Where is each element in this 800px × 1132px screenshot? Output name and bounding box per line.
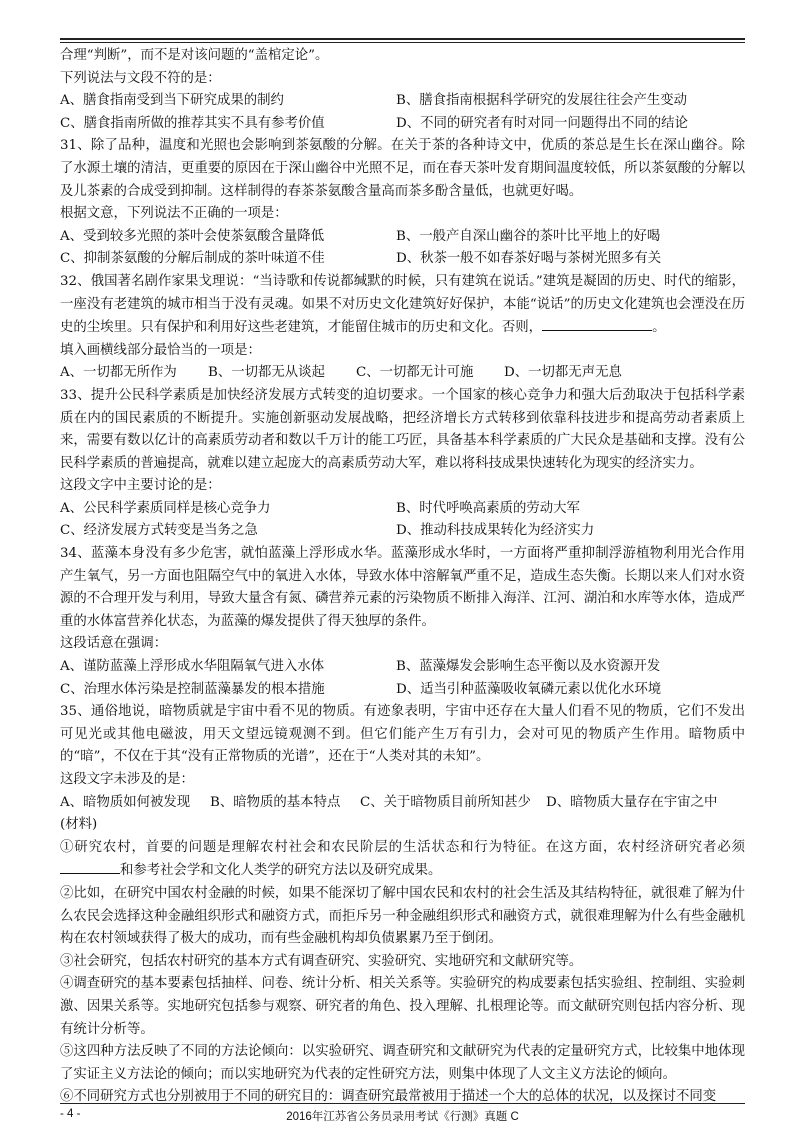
option-a: A、谨防蓝藻上浮形成水华阻隔氧气进入水体 (60, 659, 325, 675)
option-a: A、公民科学素质同样是核心竞争力 (60, 500, 271, 516)
option-d: D、一切都无声无息 (504, 365, 622, 381)
question-stem: 根据文意，下列说法不正确的一项是： (60, 206, 288, 222)
option-c: C、关于暗物质目前所知甚少 (360, 794, 531, 810)
question-32-end: 。 (652, 320, 666, 336)
header-rule-thin (60, 42, 745, 43)
question-31: 31、除了品种，温度和光照也会影响到茶氨酸的分解。在关于茶的各种诗文中，优质的茶总是生长在深山幽谷。除了水源土壤的清洁，更重要的原因在于深山幽谷中光照不足，而在春天茶叶发育期间温度较低，所以茶氨酸的分解以及儿茶素的合成受到抑制。这样制得的春茶茶氨酸含量高而茶多酚含量低，也就更好喝。 (60, 138, 745, 199)
fill-blank (60, 859, 120, 874)
question-stem: 这段话意在强调： (60, 636, 168, 652)
option-c: C、一切都无计可施 (356, 365, 474, 381)
material-heading: (材料) (60, 817, 98, 833)
question-32-text: 32、俄国著名剧作家果戈理说：“当诗歌和传说都缄默的时候，只有建筑在说话。”建筑是凝固的历史、时代的缩影，一座没有老建筑的城市相当于没有灵魂。如果不对历史文化建筑好好保护，本能“说话”的历史文化建筑也会湮没在历史的尘埃里。只有保护和利用好这些老建筑，才能留住城市的历史和文化。否则， (60, 273, 745, 336)
fill-blank (542, 316, 652, 331)
option-c: C、膳食指南所做的推荐其实不具有参考价值 (60, 115, 325, 131)
options-row (60, 90, 745, 113)
question-33: 33、提升公民科学素质是加快经济发展方式转变的迫切要求。一个国家的核心竞争力和强大后劲取决于包括科学素质在内的国民素质的不断提升。实施创新驱动发展战略，把经济增长方式转移到依靠科技进步和提高劳动者素质上来，需要有数以亿计的高素质劳动者和数以千万计的能工巧匠，具备基本科学素质的广大民众是基础和支撑。没有公民科学素质的普遍提高，就难以建立起庞大的高素质劳动大军，难以将科技成果快速转化为现实的经济实力。 (60, 387, 745, 471)
question-32 (60, 271, 745, 340)
material-para-1 (60, 837, 745, 883)
option-d: D、不同的研究者有时对同一问题得出不同的结论 (396, 115, 688, 131)
option-b: B、时代呼唤高素质的劳动大军 (396, 500, 580, 516)
options-row (60, 498, 745, 521)
material-para-6: ⑥不同研究方式也分别被用于不同的研究目的：调查研究最常被用于描述一个大的总体的状况，以及探讨不同变 (60, 1089, 717, 1105)
option-a: A、膳食指南受到当下研究成果的制约 (60, 93, 284, 109)
footer-rule (60, 1103, 745, 1104)
material-para-4: ④调查研究的基本要素包括抽样、问卷、统计分析、相关关系等。实验研究的构成要素包括实验组、控制组、实验刺激、因果关系等。实地研究包括参与观察、研究者的角色、投入理解、扎根理论等。而文献研究则包括内容分析、现有统计分析等。 (60, 976, 745, 1037)
question-34: 34、蓝藻本身没有多少危害，就怕蓝藻上浮形成水华。蓝藻形成水华时，一方面将严重抑制浮游植物利用光合作用产生氧气，另一方面也阻隔空气中的氧进入水体，导致水体中溶解氧严重不足，造成生态失衡。长期以来人们对水资源的不合理开发与利用，导致大量含有氮、磷营养元素的污染物质不断排入海洋、江河、湖泊和水库等水体，造成严重的水体富营养化状态，为蓝藻的爆发提供了得天独厚的条件。 (60, 546, 745, 629)
option-b: B、一般产自深山幽谷的茶叶比平地上的好喝 (396, 228, 661, 244)
page-number: - 4 - (60, 1108, 81, 1120)
option-c: C、经济发展方式转变是当务之急 (60, 523, 258, 539)
option-b: B、蓝藻爆发会影响生态平衡以及水资源开发 (396, 659, 661, 675)
option-d: D、推动科技成果转化为经济实力 (396, 523, 595, 539)
options-row (60, 792, 745, 815)
option-d: D、适当引种蓝藻吸收氧磷元素以优化水环境 (396, 681, 662, 697)
header-rule (60, 38, 745, 40)
material-para-3: ③社会研究，包括农村研究的基本方式有调查研究、实验研究、实地研究和文献研究等。 (60, 953, 583, 969)
footer-title: 2016年江苏省公务员录用考试《行测》真题 C (286, 1111, 519, 1123)
option-c: C、治理水体污染是控制蓝藻暴发的根本措施 (60, 681, 325, 697)
options-row (60, 226, 745, 249)
option-a: A、受到较多光照的茶叶会使茶氨酸含量降低 (60, 228, 325, 244)
options-row (60, 679, 745, 702)
question-stem: 下列说法与文段不符的是： (60, 70, 221, 86)
question-35: 35、通俗地说，暗物质就是宇宙中看不见的物质。有迹象表明，宇宙中还存在大量人们看不见的物质，它们不发出可见光或其他电磁波，用天文望远镜观测不到。但它们能产生万有引力，会对可见的物质产生作用。暗物质中的“暗”，不仅在于其“没有正常物质的光谱”，还在于“人类对其的未知”。 (60, 704, 745, 765)
material-para-2: ②比如，在研究中国农村金融的时候，如果不能深切了解中国农民和农村的社会生活及其结构特征，就很难了解为什么农民会选择这种金融组织形式和融资方式，而拒斥另一种金融组织形式和融资方式，就很难理解为什么有些金融机构在农村领域获得了极大的成功，而有些金融机构却负债累累乃至于倒闭。 (60, 885, 745, 947)
option-b: B、一切都无从谈起 (208, 365, 325, 381)
option-a: A、一切都无所作为 (60, 365, 177, 381)
options-row (60, 520, 745, 543)
option-d: D、暗物质大量存在宇宙之中 (546, 794, 718, 810)
question-stem: 这段文字中主要讨论的是： (60, 478, 221, 494)
options-row (60, 656, 745, 679)
option-d: D、秋茶一般不如春茶好喝与茶树光照多有关 (396, 251, 662, 267)
material-para-1-start: ①研究农村，首要的问题是理解农村社会和农民阶层的生活状态和行为特征。在这方面，农村经济研究者必须 (60, 839, 745, 855)
option-a: A、暗物质如何被发现 (60, 794, 191, 810)
option-b: B、暗物质的基本特点 (210, 794, 341, 810)
material-para-1-end: 和参考社会学和文化人类学的研究方法以及研究成果。 (120, 863, 442, 879)
material-para-5: ⑤这四种方法反映了不同的方法论倾向：以实验研究、调查研究和文献研究为代表的定量研究方式，比较集中地体现了实证主义方法论的倾向；而以实地研究为代表的定性研究方法，则集中体现了人文主义方法论的倾向。 (60, 1044, 745, 1082)
options-row (60, 362, 745, 385)
options-row (60, 113, 745, 136)
options-row (60, 248, 745, 271)
option-c: C、抑制茶氨酸的分解后制成的茶叶味道不佳 (60, 251, 325, 267)
page-content (60, 45, 745, 1109)
question-stem: 这段文字未涉及的是： (60, 772, 194, 787)
option-b: B、膳食指南根据科学研究的发展往往会产生变动 (396, 93, 688, 109)
question-stem: 填入画横线部分最恰当的一项是： (60, 342, 261, 358)
text-line: 合理“判断”，而不是对该问题的“盖棺定论”。 (60, 48, 329, 63)
